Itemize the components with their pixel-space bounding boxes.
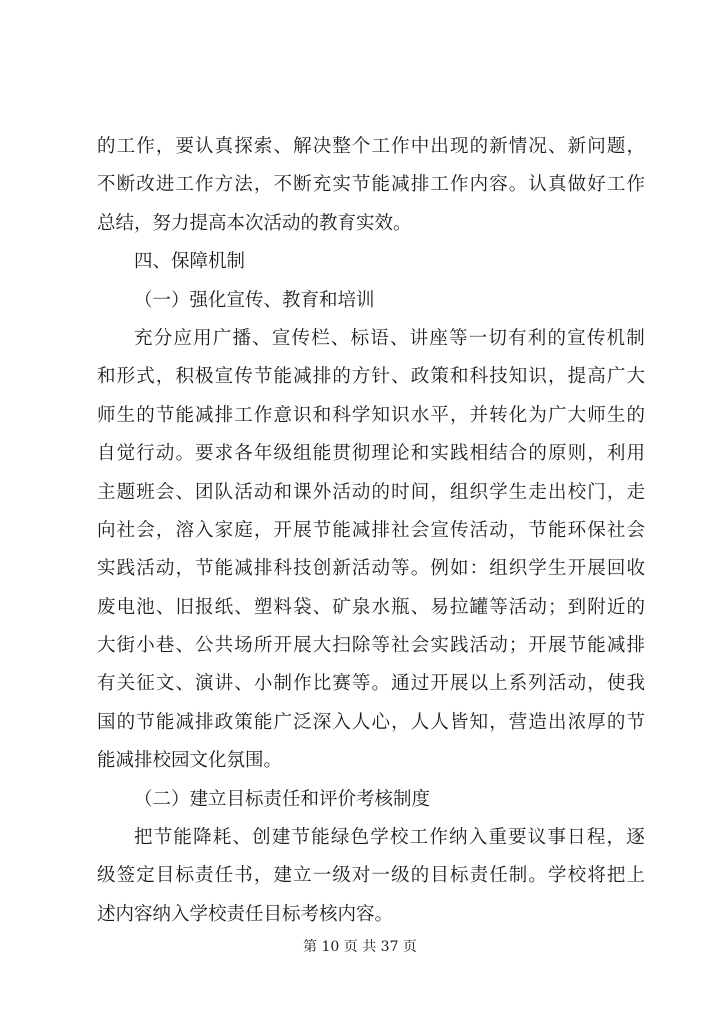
text-line: 述内容纳入学校责任目标考核内容。 <box>97 903 394 925</box>
section-heading: 四、保障机制 <box>134 251 246 273</box>
text-line: 国 的 节 能 减 排 政 策 能 广 泛 深 入 人 心 ， 人 人 皆 知 ， 营 造 出 浓 厚 的 节 <box>97 711 645 733</box>
text-line: 实 践 活 动 ， 节 能 减 排 科 技 创 新 活 动 等 。 例 如 ： 组 织 学 生 开 展 回 收 <box>97 558 645 580</box>
text-line: 大 街 小 巷 、 公 共 场 所 开 展 大 扫 除 等 社 会 实 践 活 动 ； 开 展 节 能 减 排 <box>97 635 645 657</box>
text-line: 总结，努力提高本次活动的教育实效。 <box>97 212 412 234</box>
subsection-heading: （一）强化宣传、教育和培训 <box>134 289 375 311</box>
text-line: 充 分 应 用 广 播 、 宣 传 栏 、 标 语 、 讲 座 等 一 切 有 利 的 宣 传 机 制 <box>134 327 645 349</box>
text-line: 不 断 改 进 工 作 方 法 ， 不 断 充 实 节 能 减 排 工 作 内 容 。 认 真 做 好 工 作 <box>97 174 645 196</box>
text-line: 能减排校园文化氛围。 <box>97 750 283 772</box>
subsection-heading: （二）建立目标责任和评价考核制度 <box>134 788 431 810</box>
text-line: 有 关 征 文 、 演 讲 、 小 制 作 比 赛 等 。 通 过 开 展 以 上 系 列 活 动 ， 使 我 <box>97 673 645 695</box>
text-line: 和 形 式 ， 积 极 宣 传 节 能 减 排 的 方 针 、 政 策 和 科 技 知 识 ， 提 高 广 大 <box>97 366 645 388</box>
text-line: 师 生 的 节 能 减 排 工 作 意 识 和 科 学 知 识 水 平 ， 并 转 化 为 广 大 师 生 的 <box>97 404 645 426</box>
text-line: 的 工 作 ， 要 认 真 探 索 、 解 决 整 个 工 作 中 出 现 的 新 情 况 、 新 问 题 ， <box>97 136 645 157</box>
text-line: 把 节 能 降 耗 、 创 建 节 能 绿 色 学 校 工 作 纳 入 重 要 议 事 日 程 ， 逐 <box>134 827 645 849</box>
text-line: 自 觉 行 动 。 要 求 各 年 级 组 能 贯 彻 理 论 和 实 践 相 结 合 的 原 则 ， 利 用 <box>97 443 645 465</box>
page-number-footer: 第 10 页 共 37 页 <box>303 939 417 955</box>
document-body <box>97 128 645 934</box>
text-line: 向 社 会 ， 溶 入 家 庭 ， 开 展 节 能 减 排 社 会 宣 传 活 动 ， 节 能 环 保 社 会 <box>97 519 645 541</box>
text-line: 级 签 定 目 标 责 任 书 ， 建 立 一 级 对 一 级 的 目 标 责 任 制 。 学 校 将 把 上 <box>97 865 645 887</box>
text-line: 主 题 班 会 、 团 队 活 动 和 课 外 活 动 的 时 间 ， 组 织 学 生 走 出 校 门 ， 走 <box>97 481 645 503</box>
text-line: 废 电 池 、 旧 报 纸 、 塑 料 袋 、 矿 泉 水 瓶 、 易 拉 罐 等 活 动 ； 到 附 近 的 <box>97 596 645 618</box>
